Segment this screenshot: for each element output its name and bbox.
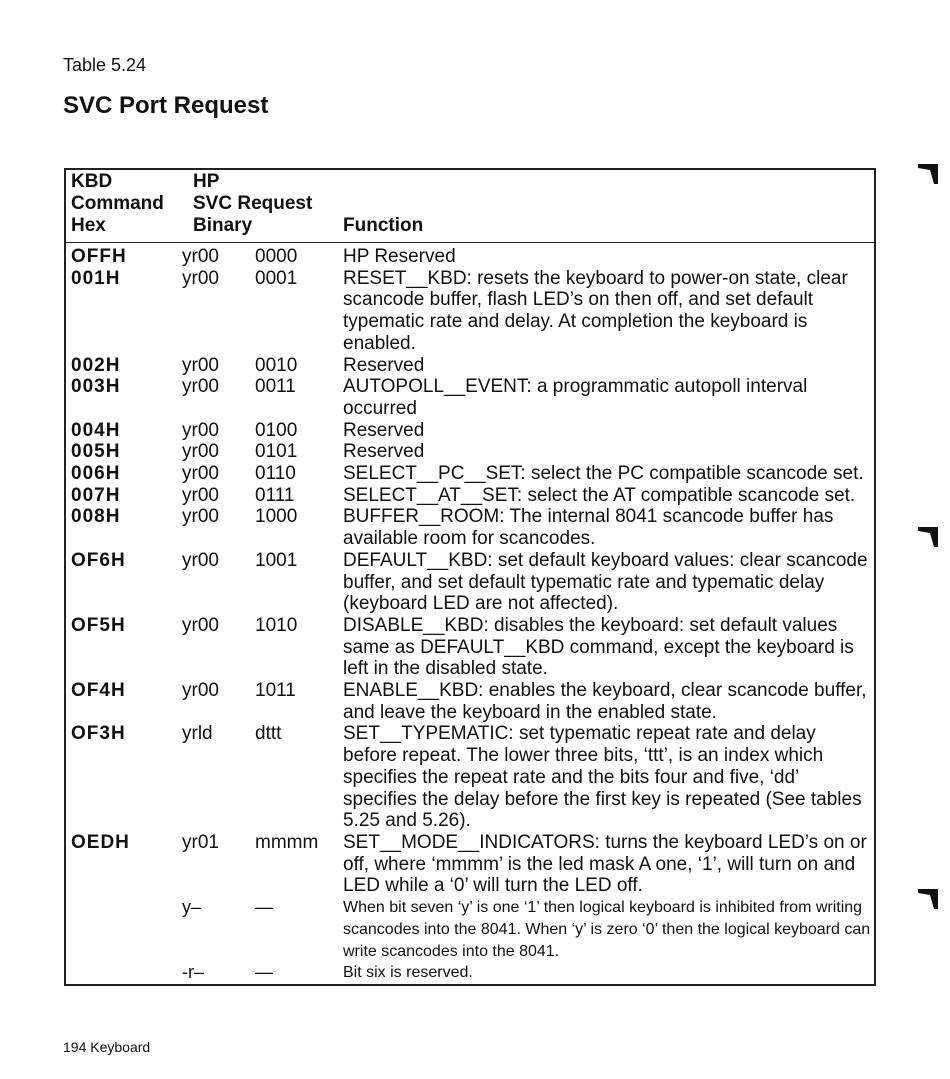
function-cell: DISABLE__KBD: disables the keyboard: set default values same as DEFAULT__KBD command, except the keyboard is left in the disabled state. bbox=[343, 614, 854, 680]
binary-high-cell: yr00 bbox=[182, 463, 219, 485]
table-row bbox=[66, 463, 874, 485]
command-hex-cell: 004H bbox=[71, 419, 121, 441]
page-footer: 194 Keyboard bbox=[63, 1039, 151, 1055]
function-cell: Reserved bbox=[343, 354, 425, 376]
header-hp-svc-request-binary bbox=[193, 171, 312, 237]
binary-high-cell: -r– bbox=[182, 962, 204, 983]
margin-tab-mark bbox=[916, 523, 942, 549]
page-title: SVC Port Request bbox=[63, 92, 269, 119]
command-hex-cell: 003H bbox=[71, 376, 121, 398]
table-row bbox=[66, 680, 874, 723]
command-hex-cell: OF3H bbox=[71, 723, 126, 745]
function-cell: HP Reserved bbox=[343, 246, 456, 267]
function-cell: SELECT__AT__SET: select the AT compatible scancode set. bbox=[343, 484, 856, 506]
function-cell: SET__TYPEMATIC: set typematic repeat rate and delay before repeat. The lower three bits, ‘ttt’, is an index which specifies the repeat rate and the bits four and five, ‘dd’ specifies the delay before the first key is repeated (See tables 5.25 and 5.26). bbox=[343, 723, 862, 832]
binary-high-cell: y– bbox=[182, 897, 202, 918]
binary-low-cell: 0010 bbox=[255, 354, 298, 376]
binary-high-cell: yr00 bbox=[182, 680, 219, 702]
binary-low-cell: 0101 bbox=[255, 441, 298, 463]
binary-low-cell: 0000 bbox=[255, 246, 298, 267]
header-kbd-command-hex bbox=[71, 171, 164, 237]
binary-low-cell: 1001 bbox=[255, 549, 298, 571]
header-line: Hex bbox=[71, 215, 106, 236]
binary-high-cell: yr00 bbox=[182, 549, 219, 571]
header-line: SVC Request bbox=[193, 193, 313, 214]
command-hex-cell: 005H bbox=[71, 441, 121, 463]
table-row bbox=[66, 897, 874, 962]
margin-tab-mark bbox=[916, 160, 942, 186]
binary-low-cell: dttt bbox=[255, 723, 282, 745]
binary-low-cell: 1010 bbox=[255, 614, 298, 636]
binary-low-cell: — bbox=[255, 962, 273, 983]
table-row bbox=[66, 485, 874, 507]
table-row bbox=[66, 832, 874, 897]
binary-high-cell: yr00 bbox=[182, 614, 219, 636]
binary-high-cell: yrld bbox=[182, 723, 213, 745]
table-row bbox=[66, 420, 874, 442]
binary-high-cell: yr00 bbox=[182, 419, 219, 441]
table-row bbox=[66, 550, 874, 615]
binary-high-cell: yr00 bbox=[182, 441, 219, 463]
table-caption: Table 5.24 bbox=[63, 55, 147, 75]
command-hex-cell: 001H bbox=[71, 267, 121, 289]
function-cell: AUTOPOLL__EVENT: a programmatic autopoll interval occurred bbox=[343, 376, 808, 419]
binary-low-cell: 0110 bbox=[255, 463, 296, 485]
command-hex-cell: 002H bbox=[71, 354, 121, 376]
table-row bbox=[66, 441, 874, 463]
table-row bbox=[66, 723, 874, 832]
table-row bbox=[66, 962, 874, 984]
function-cell: SET__MODE__INDICATORS: turns the keyboard LED’s on or off, where ‘mmmm’ is the led mask A one, ‘1’, will turn on and LED while a ‘0’ will turn the LED off. bbox=[343, 831, 867, 897]
command-hex-cell: OEDH bbox=[71, 831, 130, 853]
function-cell: When bit seven ‘y’ is one ‘1’ then logical keyboard is inhibited from writing scancodes into the 8041. When ‘y’ is zero ‘0’ then the logical keyboard can write scancodes into the 8041. bbox=[343, 899, 871, 960]
header-line: Binary bbox=[193, 215, 253, 236]
binary-high-cell: yr00 bbox=[182, 354, 219, 376]
table-row bbox=[66, 355, 874, 377]
table-body bbox=[66, 246, 874, 984]
function-cell: Bit six is reserved. bbox=[343, 964, 473, 982]
function-cell: ENABLE__KBD: enables the keyboard, clear scancode buffer, and leave the keyboard in the enabled state. bbox=[343, 680, 867, 723]
function-cell: SELECT__PC__SET: select the PC compatible scancode set. bbox=[343, 463, 864, 485]
table-row bbox=[66, 246, 874, 268]
command-hex-cell: OFFH bbox=[71, 246, 127, 267]
binary-low-cell: 0001 bbox=[255, 267, 298, 289]
binary-low-cell: 0100 bbox=[255, 419, 298, 441]
binary-high-cell: yr00 bbox=[182, 376, 219, 398]
binary-low-cell: 1000 bbox=[255, 506, 298, 528]
binary-high-cell: yr01 bbox=[182, 831, 219, 853]
binary-low-cell: 0111 bbox=[255, 484, 295, 506]
command-hex-cell: 007H bbox=[71, 484, 121, 506]
command-hex-cell: 006H bbox=[71, 463, 121, 485]
binary-low-cell: 0011 bbox=[255, 376, 296, 398]
binary-low-cell: mmmm bbox=[255, 831, 319, 853]
function-cell: RESET__KBD: resets the keyboard to power-on state, clear scancode buffer, flash LED’s on then off, and set default typematic rate and delay. At completion the keyboard is enabled. bbox=[343, 267, 848, 354]
function-cell: Reserved bbox=[343, 441, 425, 463]
table-row bbox=[66, 376, 874, 419]
table-row bbox=[66, 506, 874, 549]
table-row bbox=[66, 268, 874, 355]
function-cell: BUFFER__ROOM: The internal 8041 scancode buffer has available room for scancodes. bbox=[343, 506, 834, 550]
svc-port-request-table bbox=[64, 168, 876, 986]
command-hex-cell: OF4H bbox=[71, 680, 126, 702]
command-hex-cell: 008H bbox=[71, 506, 121, 528]
command-hex-cell: OF6H bbox=[71, 549, 126, 571]
header-line: HP bbox=[193, 171, 220, 192]
binary-high-cell: yr00 bbox=[182, 484, 219, 506]
table-row bbox=[66, 615, 874, 680]
binary-high-cell: yr00 bbox=[182, 506, 219, 528]
header-function: Function bbox=[343, 215, 424, 236]
header-line: KBD bbox=[71, 171, 113, 192]
binary-low-cell: 1011 bbox=[255, 680, 296, 702]
command-hex-cell: OF5H bbox=[71, 614, 126, 636]
header-line: Command bbox=[71, 193, 164, 214]
function-cell: Reserved bbox=[343, 419, 425, 441]
table-header bbox=[66, 170, 874, 243]
function-cell: DEFAULT__KBD: set default keyboard values: clear scancode buffer, and set default typematic rate and typematic delay (keyboard LED are not affected). bbox=[343, 549, 868, 615]
margin-tab-mark bbox=[916, 885, 942, 911]
binary-low-cell: — bbox=[255, 897, 273, 918]
binary-high-cell: yr00 bbox=[182, 267, 219, 289]
binary-high-cell: yr00 bbox=[182, 246, 219, 267]
